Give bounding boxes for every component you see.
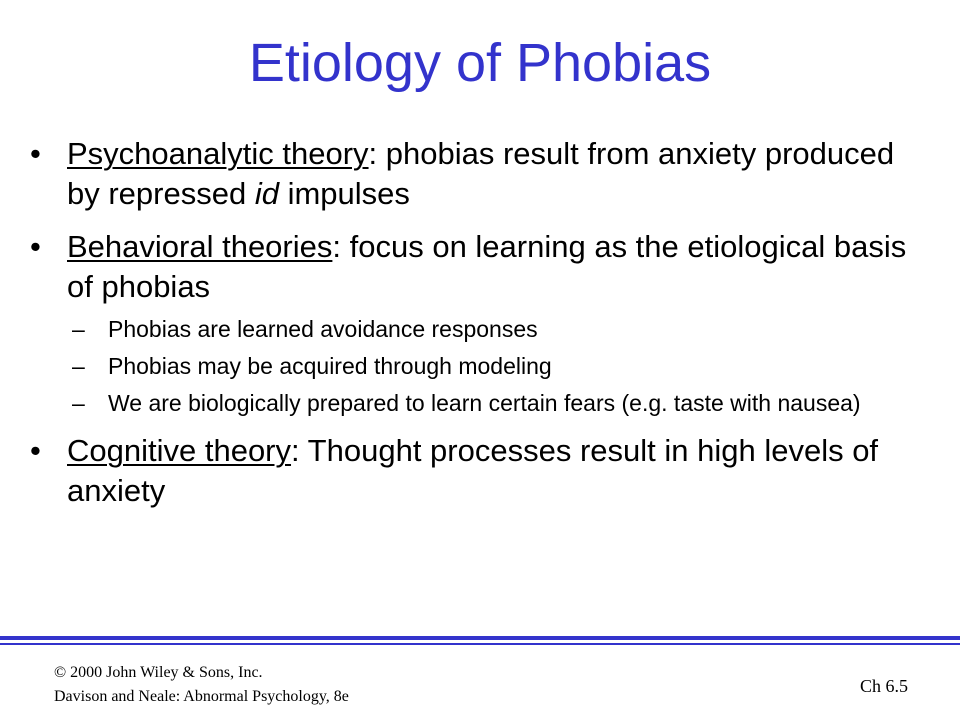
slide-title: Etiology of Phobias <box>248 33 712 93</box>
bullet-term: Psychoanalytic theory <box>67 136 369 171</box>
bullet-term: Cognitive theory <box>67 433 292 468</box>
bullet-psychoanalytic <box>30 134 930 214</box>
bullet-text: : focus on learning as the etiological basis of phobias <box>67 229 907 304</box>
bullet-term: Behavioral theories <box>67 229 333 264</box>
dash-icon: – <box>72 390 85 416</box>
bullet-cognitive <box>30 431 930 511</box>
bullet-icon: • <box>30 433 41 468</box>
sub-bullet-list <box>67 315 930 418</box>
sub-bullet <box>67 315 930 344</box>
slide-number: Ch 6.5 <box>859 676 908 696</box>
footer-credits <box>54 661 349 709</box>
book-citation: Davison and Neale: Abnormal Psychology, 8e <box>54 688 349 705</box>
sub-bullet-text: Phobias are learned avoidance responses <box>108 316 538 342</box>
bullet-list <box>30 134 930 524</box>
sub-bullet <box>67 389 930 418</box>
bullet-behavioral <box>30 227 930 418</box>
dash-icon: – <box>72 316 85 342</box>
sub-bullet <box>67 352 930 381</box>
bullet-text: : phobias result from anxiety produced by repressed <box>67 136 895 211</box>
sub-bullet-text: Phobias may be acquired through modeling <box>108 353 552 379</box>
footer-divider-thin <box>0 643 960 645</box>
bullet-text: impulses <box>278 176 410 211</box>
sub-bullet-text: We are biologically prepared to learn certain fears (e.g. taste with nausea) <box>108 390 861 416</box>
bullet-icon: • <box>30 136 41 171</box>
bullet-icon: • <box>30 229 41 264</box>
bullet-italic-text: id <box>254 176 279 211</box>
dash-icon: – <box>72 353 85 379</box>
bullet-text: : Thought processes result in high levels of anxiety <box>67 433 879 508</box>
footer-divider-thick <box>0 636 960 640</box>
copyright-text: © 2000 John Wiley & Sons, Inc. <box>54 664 263 681</box>
